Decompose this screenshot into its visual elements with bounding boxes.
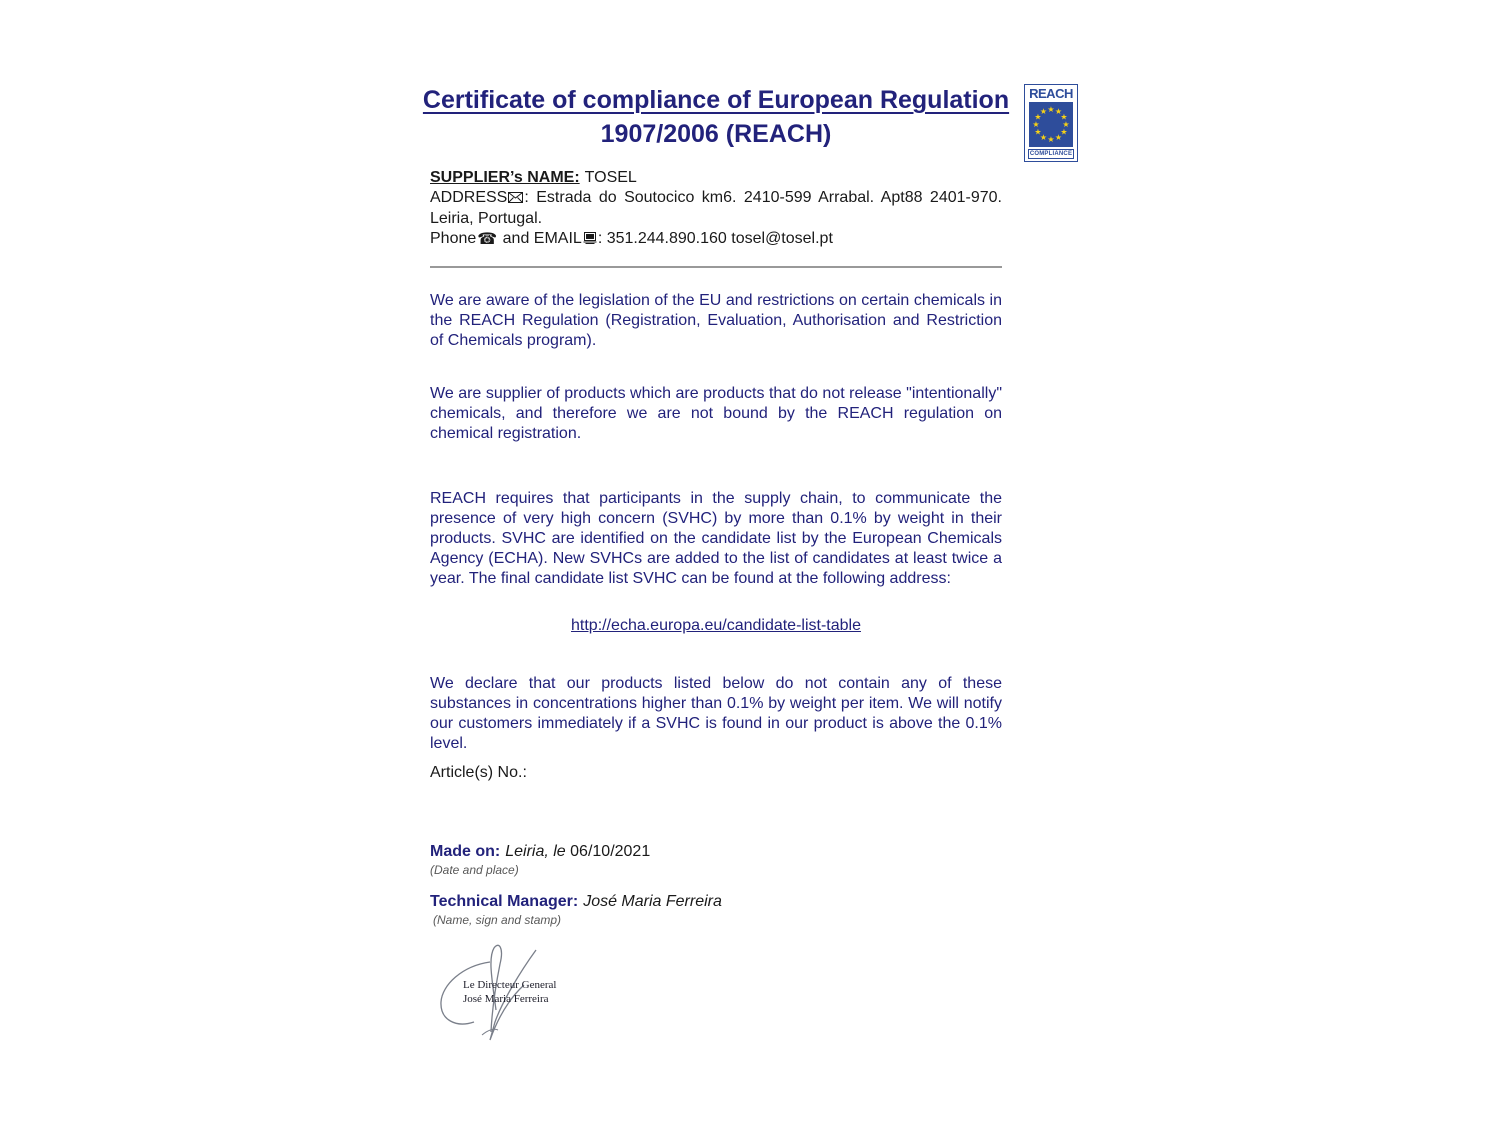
supplier-name-value: TOSEL	[584, 169, 637, 186]
supplier-name-label: SUPPLIER’s NAME:	[430, 169, 580, 186]
candidate-list-link-line	[430, 616, 1002, 636]
supplier-address-line	[430, 188, 1002, 229]
paragraph-reach-requirements: REACH requires that participants in the supply chain, to communicate the presence of very high concern (SVHC) by more than 0.1% by weight in their products. SVHC are identified on the candidate list by the European Chemicals Agency (ECHA). New SVHCs are added to the list of candidates at least twice a year. The final candidate list SVHC can be found at the following address:	[430, 490, 1002, 587]
title-line-2: 1907/2006 (REACH)	[600, 120, 832, 148]
candidate-list-link[interactable]: http://echa.europa.eu/candidate-list-table	[571, 617, 861, 634]
contact-value: : 351.244.890.160 tosel@tosel.pt	[597, 230, 833, 247]
technical-manager-block	[430, 892, 1002, 928]
signature-name: José Maria Ferreira	[463, 993, 549, 1005]
technical-manager-label: Technical Manager:	[430, 893, 579, 910]
articles-label: Article(s) No.:	[430, 764, 527, 781]
eu-stars: ★ ★ ★ ★ ★ ★ ★ ★ ★ ★ ★ ★	[1029, 102, 1073, 147]
paragraph-supplier-statement: We are supplier of products which are products that do not release "intentionally" chemicals, and therefore we are not bound by the REACH regulation on chemical registration.	[430, 385, 1002, 442]
envelope-icon	[508, 189, 523, 209]
address-label: ADDRESS	[430, 189, 508, 206]
phone-label: Phone	[430, 230, 477, 247]
made-on-note: (Date and place)	[430, 863, 519, 877]
document-title	[422, 83, 1010, 151]
phone-icon: ☎	[477, 231, 498, 248]
signature-stamp-text	[463, 978, 561, 1006]
technical-manager-line	[430, 892, 1002, 912]
made-on-label: Made on:	[430, 843, 501, 860]
compliance-logo-label: COMPLIANCE	[1029, 151, 1073, 157]
horizontal-divider	[430, 266, 1002, 268]
technical-manager-note: (Name, sign and stamp)	[433, 913, 562, 927]
computer-icon	[583, 230, 597, 250]
signature-area	[432, 940, 562, 1055]
supplier-name-line	[430, 168, 1002, 188]
email-label: and EMAIL	[498, 230, 582, 247]
made-on-place: Leiria, le	[505, 843, 566, 860]
supplier-info	[430, 168, 1002, 250]
made-on-block	[430, 842, 1002, 878]
paragraph-declaration: We declare that our products listed below do not contain any of these substances in concentrations higher than 0.1% by weight per item. We will notify our customers immediately if a SVHC is found in our product is above the 0.1% level.	[430, 675, 1002, 752]
technical-manager-name: José Maria Ferreira	[583, 893, 722, 910]
reach-compliance-logo	[1024, 84, 1078, 162]
supplier-contact-line	[430, 229, 1002, 250]
made-on-date: 06/10/2021	[565, 843, 651, 860]
paragraph-awareness: We are aware of the legislation of the EU and restrictions on certain chemicals in the REACH Regulation (Registration, Evaluation, Authorisation and Restriction of Chemicals program).	[430, 292, 1002, 349]
signature-title: Le Directeur General	[463, 979, 557, 991]
made-on-line	[430, 842, 1002, 862]
title-line-1: Certificate of compliance of European Regulation	[422, 86, 1010, 114]
address-value: : Estrada do Soutocico km6. 2410-599 Arrabal. Apt88 2401-970. Leiria, Portugal.	[430, 189, 1002, 227]
reach-logo-label: REACH	[1029, 86, 1073, 101]
